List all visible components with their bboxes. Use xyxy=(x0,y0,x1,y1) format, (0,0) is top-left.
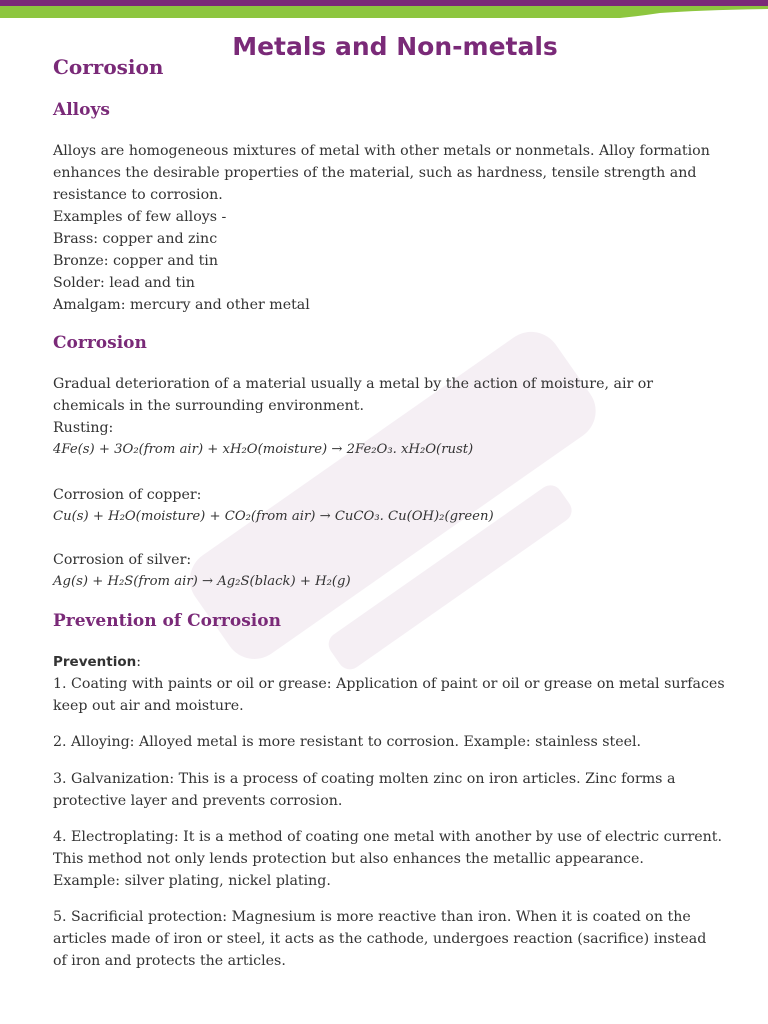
alloys-line: enhances the desirable properties of the material, such as hardness, tensile strength and xyxy=(53,165,697,181)
corrosion-definition-line: chemicals in the surrounding environment. xyxy=(53,398,365,414)
prevention-item-line: 4. Electroplating: It is a method of coating one metal with another by use of electric current. xyxy=(53,829,722,845)
prevention-item-line: 2. Alloying: Alloyed metal is more resistant to corrosion. Example: stainless steel. xyxy=(53,734,642,750)
alloy-example-amalgam: Amalgam: mercury and other metal xyxy=(53,297,310,313)
prevention-item-2 xyxy=(53,731,743,753)
alloys-line: Examples of few alloys - xyxy=(53,209,227,225)
prevention-item-line: 3. Galvanization: This is a process of coating molten zinc on iron articles. Zinc forms a xyxy=(53,771,676,787)
copper-corrosion-label: Corrosion of copper: xyxy=(53,487,202,503)
alloy-example-brass: Brass: copper and zinc xyxy=(53,231,218,247)
prevention-item-line: protective layer and prevents corrosion. xyxy=(53,793,343,809)
silver-corrosion-label: Corrosion of silver: xyxy=(53,552,192,568)
silver-corrosion-block xyxy=(53,549,743,593)
rusting-equation: 4Fe(s) + 3O₂(from air) + xH₂O(moisture) → 2Fe₂O₃. xH₂O(rust) xyxy=(53,442,474,457)
alloys-heading: Alloys xyxy=(53,100,110,120)
prevention-item-line: 5. Sacrificial protection: Magnesium is more reactive than iron. When it is coated on the xyxy=(53,909,691,925)
prevention-item-line: of iron and protects the articles. xyxy=(53,953,286,969)
copper-corrosion-block xyxy=(53,484,743,528)
alloy-example-solder: Solder: lead and tin xyxy=(53,275,195,291)
header-decoration-bar xyxy=(0,0,768,20)
corrosion-heading: Corrosion xyxy=(53,333,147,353)
alloy-example-bronze: Bronze: copper and tin xyxy=(53,253,218,269)
prevention-item-1 xyxy=(53,651,743,717)
prevention-item-3 xyxy=(53,768,743,812)
alloys-line: Alloys are homogeneous mixtures of metal with other metals or nonmetals. Alloy formation xyxy=(53,143,710,159)
corrosion-definition-line: Gradual deterioration of a material usually a metal by the action of moisture, air or xyxy=(53,376,654,392)
alloys-paragraph xyxy=(53,140,743,316)
corrosion-main-heading: Corrosion xyxy=(53,55,164,79)
prevention-label-colon: : xyxy=(136,654,142,670)
rusting-label: Rusting: xyxy=(53,420,114,436)
prevention-item-line: This method not only lends protection but also enhances the metallic appearance. xyxy=(53,851,644,867)
corrosion-paragraph xyxy=(53,373,743,461)
prevention-item-line: keep out air and moisture. xyxy=(53,698,244,714)
alloys-line: resistance to corrosion. xyxy=(53,187,223,203)
silver-corrosion-equation: Ag(s) + H₂S(from air) → Ag₂S(black) + H₂(g) xyxy=(53,574,351,589)
prevention-heading: Prevention of Corrosion xyxy=(53,611,281,631)
prevention-item-5 xyxy=(53,906,743,972)
prevention-item-line: Example: silver plating, nickel plating. xyxy=(53,873,331,889)
prevention-item-4 xyxy=(53,826,743,892)
prevention-item-line: articles made of iron or steel, it acts as the cathode, undergoes reaction (sacrifice) instead xyxy=(53,931,707,947)
prevention-label: Prevention xyxy=(53,654,137,670)
page-title: Metals and Non-metals xyxy=(232,32,558,61)
prevention-item-line: 1. Coating with paints or oil or grease: Application of paint or oil or grease on metal surfaces xyxy=(53,676,725,692)
copper-corrosion-equation: Cu(s) + H₂O(moisture) + CO₂(from air) → CuCO₃. Cu(OH)₂(green) xyxy=(53,509,494,524)
